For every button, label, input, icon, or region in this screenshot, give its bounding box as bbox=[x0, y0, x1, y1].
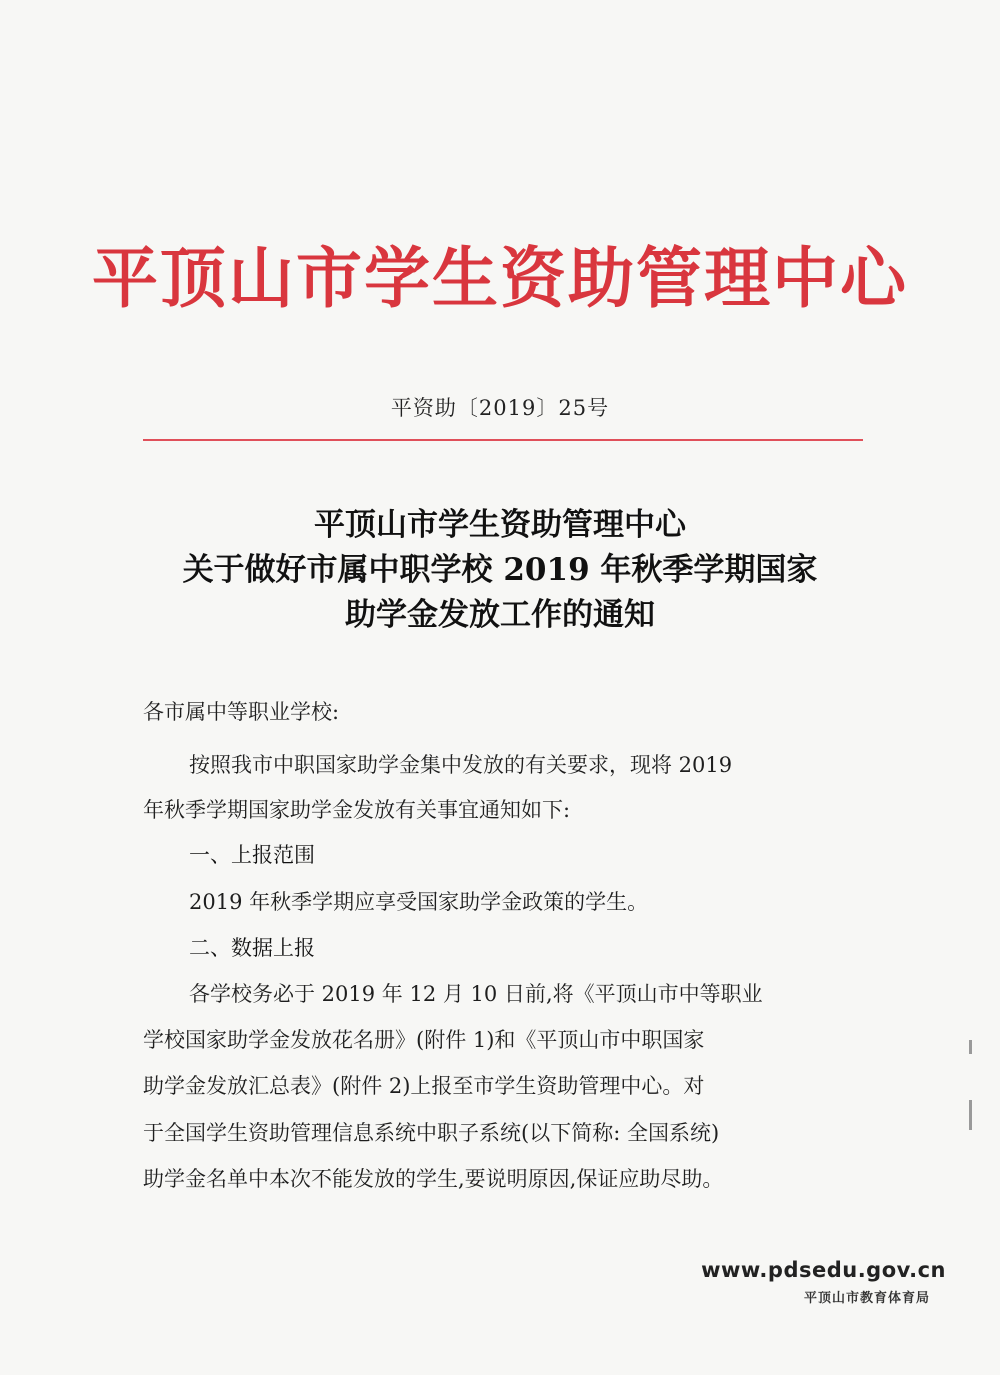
section-1-text: 2019 年秋季学期应享受国家助学金政策的学生。 bbox=[189, 890, 649, 914]
document-number: 平资助〔2019〕25号 bbox=[390, 396, 610, 420]
title-line-2: 关于做好市属中职学校 2019 年秋季学期国家 bbox=[182, 552, 818, 588]
footer-organization: 平顶山市教育体育局 bbox=[803, 1291, 930, 1306]
section-1-heading: 一、上报范围 bbox=[189, 843, 315, 867]
title-line-3: 助学金发放工作的通知 bbox=[345, 597, 655, 633]
notice-title bbox=[0, 503, 1000, 638]
section-2-line-2: 学校国家助学金发放花名册》(附件 1)和《平顶山市中职国家 bbox=[143, 1028, 705, 1052]
section-2-heading: 二、数据上报 bbox=[189, 936, 315, 960]
section-2-line-5: 助学金名单中本次不能发放的学生,要说明原因,保证应助尽助。 bbox=[143, 1167, 724, 1191]
red-divider-line bbox=[143, 439, 863, 441]
letterhead-title: 平顶山市学生资助管理中心 bbox=[92, 239, 908, 317]
scan-edge-mark bbox=[969, 1100, 972, 1130]
footer-url: www.pdsedu.gov.cn bbox=[701, 1258, 946, 1282]
section-2-line-3: 助学金发放汇总表》(附件 2)上报至市学生资助管理中心。对 bbox=[143, 1074, 705, 1098]
scan-edge-mark bbox=[969, 1040, 972, 1054]
intro-paragraph-line-1: 按照我市中职国家助学金集中发放的有关要求，现将 2019 bbox=[189, 753, 733, 777]
intro-paragraph-line-2: 年秋季学期国家助学金发放有关事宜通知如下: bbox=[143, 798, 571, 822]
salutation: 各市属中等职业学校: bbox=[143, 700, 340, 724]
title-line-1: 平顶山市学生资助管理中心 bbox=[314, 507, 686, 543]
section-2-line-1: 各学校务必于 2019 年 12 月 10 日前,将《平顶山市中等职业 bbox=[189, 982, 763, 1006]
section-2-line-4: 于全国学生资助管理信息系统中职子系统(以下简称: 全国系统) bbox=[143, 1121, 720, 1145]
